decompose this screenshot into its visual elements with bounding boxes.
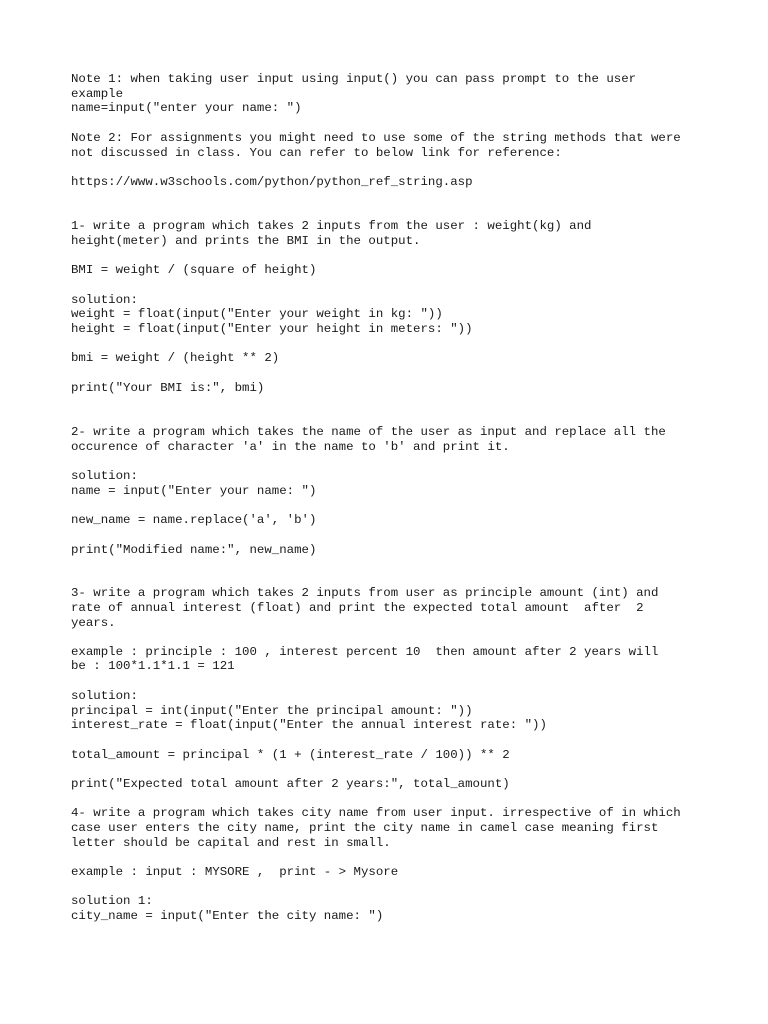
q3-example-line-2: be : 100*1.1*1.1 = 121 [71, 659, 235, 673]
q1-solution-label: solution: [71, 293, 138, 307]
q4-line-2: case user enters the city name, print the city name in camel case meaning first [71, 821, 659, 835]
q2-code-line-3: print("Modified name:", new_name) [71, 543, 317, 557]
q1-formula: BMI = weight / (square of height) [71, 263, 317, 277]
q1-code-line-2: height = float(input("Enter your height in meters: ")) [71, 322, 473, 336]
reference-link: https://www.w3schools.com/python/python_ref_string.asp [71, 175, 473, 189]
q4-line-3: letter should be capital and rest in small. [71, 836, 391, 850]
q3-code-line-2: interest_rate = float(input("Enter the annual interest rate: ")) [71, 718, 547, 732]
q3-line-2: rate of annual interest (float) and print the expected total amount after 2 [71, 601, 644, 615]
q3-line-3: years. [71, 616, 116, 630]
q4-example: example : input : MYSORE , print - > Mysore [71, 865, 399, 879]
q3-code-line-1: principal = int(input("Enter the principal amount: ")) [71, 704, 473, 718]
q2-line-2: occurence of character 'a' in the name to 'b' and print it. [71, 440, 510, 454]
q4-line-1: 4- write a program which takes city name from user input. irrespective of in which [71, 806, 681, 820]
q3-solution-label: solution: [71, 689, 138, 703]
q1-line-1: 1- write a program which takes 2 inputs from the user : weight(kg) and [71, 219, 592, 233]
q3-example-line-1: example : principle : 100 , interest percent 10 then amount after 2 years will [71, 645, 659, 659]
note1-line-1: Note 1: when taking user input using input() you can pass prompt to the user [71, 72, 637, 86]
q3-line-1: 3- write a program which takes 2 inputs from user as principle amount (int) and [71, 586, 659, 600]
q2-solution-label: solution: [71, 469, 138, 483]
note2-line-1: Note 2: For assignments you might need to use some of the string methods that were [71, 131, 681, 145]
q1-code-line-4: print("Your BMI is:", bmi) [71, 381, 265, 395]
q3-code-line-3: total_amount = principal * (1 + (interest_rate / 100)) ** 2 [71, 748, 510, 762]
q1-code-line-1: weight = float(input("Enter your weight in kg: ")) [71, 307, 443, 321]
q3-code-line-4: print("Expected total amount after 2 years:", total_amount) [71, 777, 510, 791]
q2-code-line-2: new_name = name.replace('a', 'b') [71, 513, 317, 527]
q1-line-2: height(meter) and prints the BMI in the output. [71, 234, 421, 248]
note2-line-2: not discussed in class. You can refer to below link for reference: [71, 146, 562, 160]
q4-solution-label: solution 1: [71, 894, 153, 908]
q2-line-1: 2- write a program which takes the name of the user as input and replace all the [71, 425, 666, 439]
q2-code-line-1: name = input("Enter your name: ") [71, 484, 317, 498]
q4-code-line-1: city_name = input("Enter the city name: ") [71, 909, 384, 923]
note1-line-3: name=input("enter your name: ") [71, 101, 302, 115]
note1-line-2: example [71, 87, 124, 101]
q1-code-line-3: bmi = weight / (height ** 2) [71, 351, 280, 365]
